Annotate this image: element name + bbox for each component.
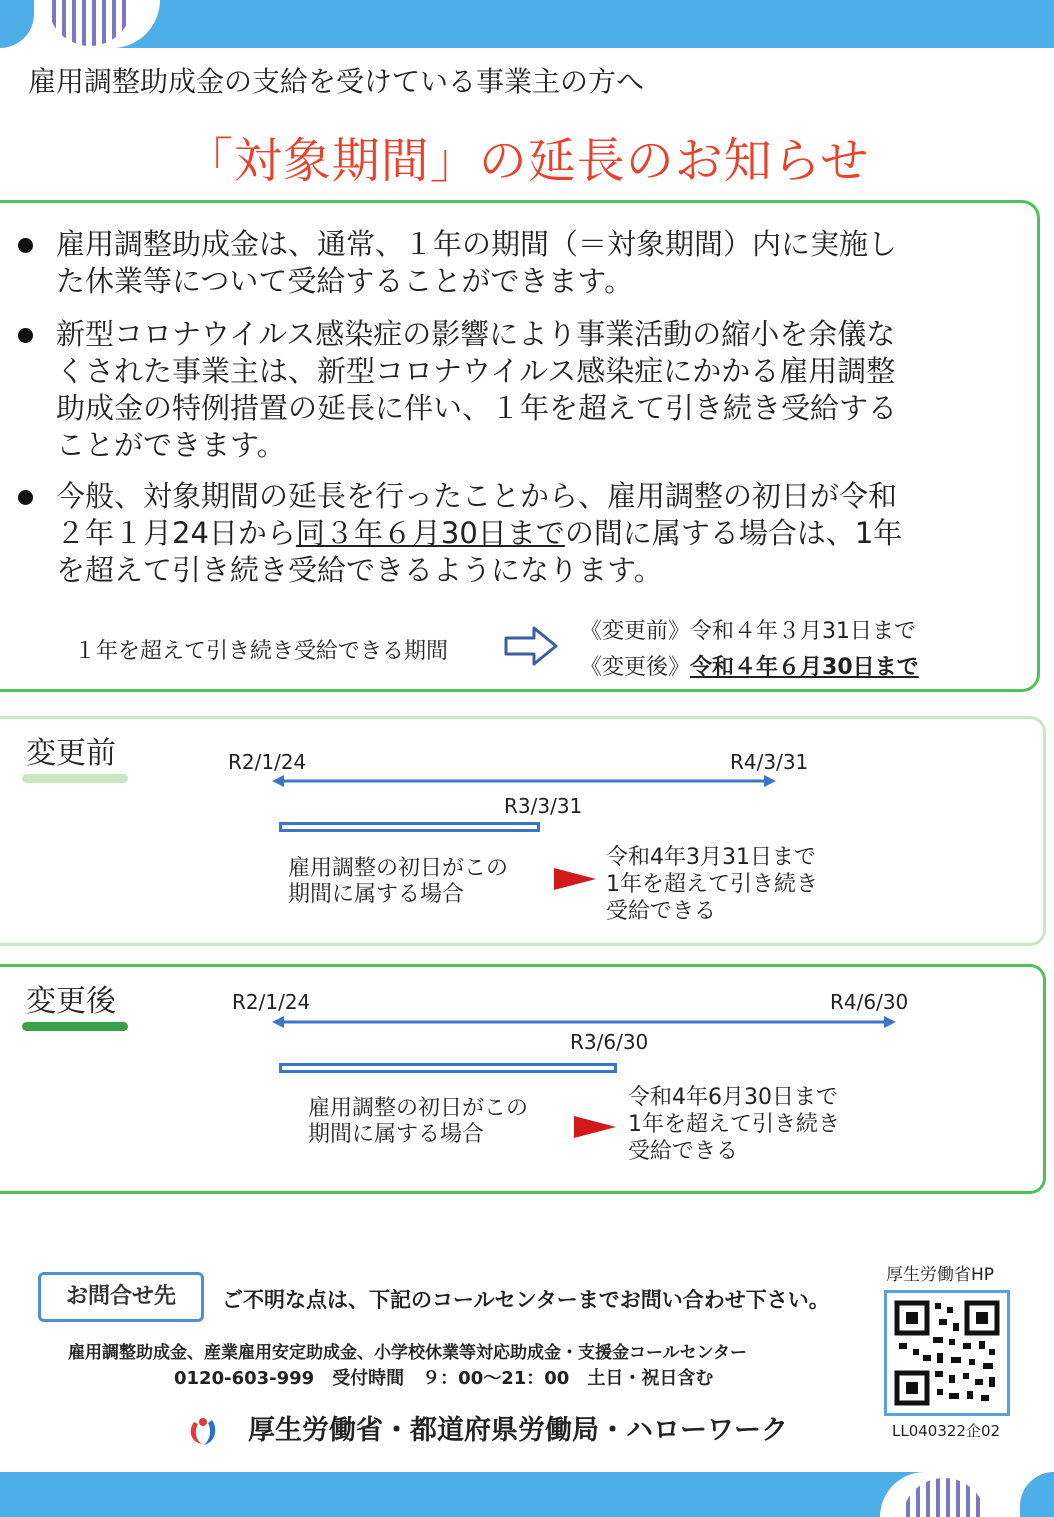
change-after-value: 令和４年６月30日まで	[690, 655, 919, 680]
bullet-3-line-3: を超えて引き続き受給できるようになります。	[56, 553, 663, 587]
bullet-2-line-1: 新型コロナウイルス感染症の影響により事業活動の縮小を余儀な	[56, 317, 896, 351]
inquiry-label: お問合せ先	[38, 1272, 204, 1322]
timeline-before-end: R4/3/31	[730, 750, 809, 774]
timeline-before-range-bar	[279, 822, 540, 832]
timeline-after-underline	[22, 1022, 128, 1031]
bullet-3-line-1: 今般、対象期間の延長を行ったことから、雇用調整の初日が令和	[56, 479, 898, 513]
call-center-name: 雇用調整助成金、産業雇用安定助成金、小学校休業等対応助成金・支援金コールセンター	[68, 1343, 747, 1363]
timeline-before-arrow	[270, 772, 780, 790]
play-triangle-icon	[552, 864, 598, 894]
change-before: 《変更前》令和４年３月31日まで	[580, 619, 917, 644]
page-title: 「対象期間」の延長のお知らせ	[184, 133, 870, 189]
bullet-2-line-4: ことができます。	[56, 428, 286, 462]
bullet-3-emphasis: 同３年６月30日まで	[295, 516, 565, 550]
timeline-after-desc: 雇用調整の初日がこの 期間に属する場合	[308, 1096, 529, 1147]
qr-code-icon[interactable]	[884, 1290, 1010, 1416]
inquiry-text: ご不明な点は、下記のコールセンターまでお問い合わせ下さい。	[222, 1288, 830, 1312]
period-label: １年を超えて引き続き受給できる期間	[74, 639, 449, 664]
qr-code-pattern	[887, 1293, 1007, 1413]
bullet-2	[18, 316, 1028, 464]
bullet-2-line-2: くされた事業主は、新型コロナウイルス感染症にかかる雇用調整	[56, 354, 896, 388]
play-triangle-icon	[572, 1112, 618, 1142]
change-after: 《変更後》令和４年６月30日まで	[580, 655, 919, 680]
bullet-1-line-1: 雇用調整助成金は、通常、１年の期間（＝対象期間）内に実施し	[56, 227, 898, 261]
timeline-after-range-bar	[279, 1063, 617, 1073]
timeline-before-result: 令和4年3月31日まで 1年を超えて引き続き 受給できる	[606, 845, 818, 924]
timeline-before-underline	[22, 774, 128, 783]
bullet-1	[18, 226, 1028, 300]
document-code: LL040322企02	[892, 1422, 1001, 1440]
bullet-3	[18, 478, 1028, 589]
bullet-dot-icon	[18, 238, 33, 253]
bullet-dot-icon	[18, 328, 33, 343]
timeline-after-arrow	[270, 1013, 900, 1031]
stripe-circle-top-icon	[40, 0, 140, 48]
mhlw-logo-icon	[186, 1414, 220, 1448]
timeline-after-start: R2/1/24	[232, 990, 311, 1014]
organization-name: 厚生労働省・都道府県労働局・ハローワーク	[248, 1415, 788, 1446]
stripe-circle-bottom-icon	[894, 1472, 994, 1517]
bullet-2-line-3: 助成金の特例措置の延長に伴い、１年を超えて引き続き受給する	[56, 391, 898, 425]
bullet-dot-icon	[18, 490, 33, 505]
arrow-right-icon	[504, 626, 558, 666]
timeline-before-mid: R3/3/31	[504, 794, 583, 818]
bullet-1-line-2: た休業等について受給することができます。	[56, 264, 634, 298]
timeline-before-label: 変更前	[26, 736, 116, 771]
intro-text: 雇用調整助成金の支給を受けている事業主の方へ	[28, 65, 645, 98]
timeline-after-end: R4/6/30	[830, 990, 909, 1014]
timeline-after-label: 変更後	[26, 984, 116, 1019]
bullet-3-line-2: ２年１月24日から同３年６月30日までの間に属する場合は、1年	[56, 516, 903, 550]
timeline-before-start: R2/1/24	[228, 750, 307, 774]
call-center-tel: 0120-603-999 受付時間 ９：00～21：00 土日・祝日含む	[174, 1368, 714, 1389]
hp-label: 厚生労働省HP	[886, 1265, 995, 1285]
timeline-after-result: 令和4年6月30日まで 1年を超えて引き続き 受給できる	[628, 1085, 840, 1164]
timeline-after-mid: R3/6/30	[570, 1030, 649, 1054]
timeline-before-desc: 雇用調整の初日がこの 期間に属する場合	[288, 856, 509, 907]
